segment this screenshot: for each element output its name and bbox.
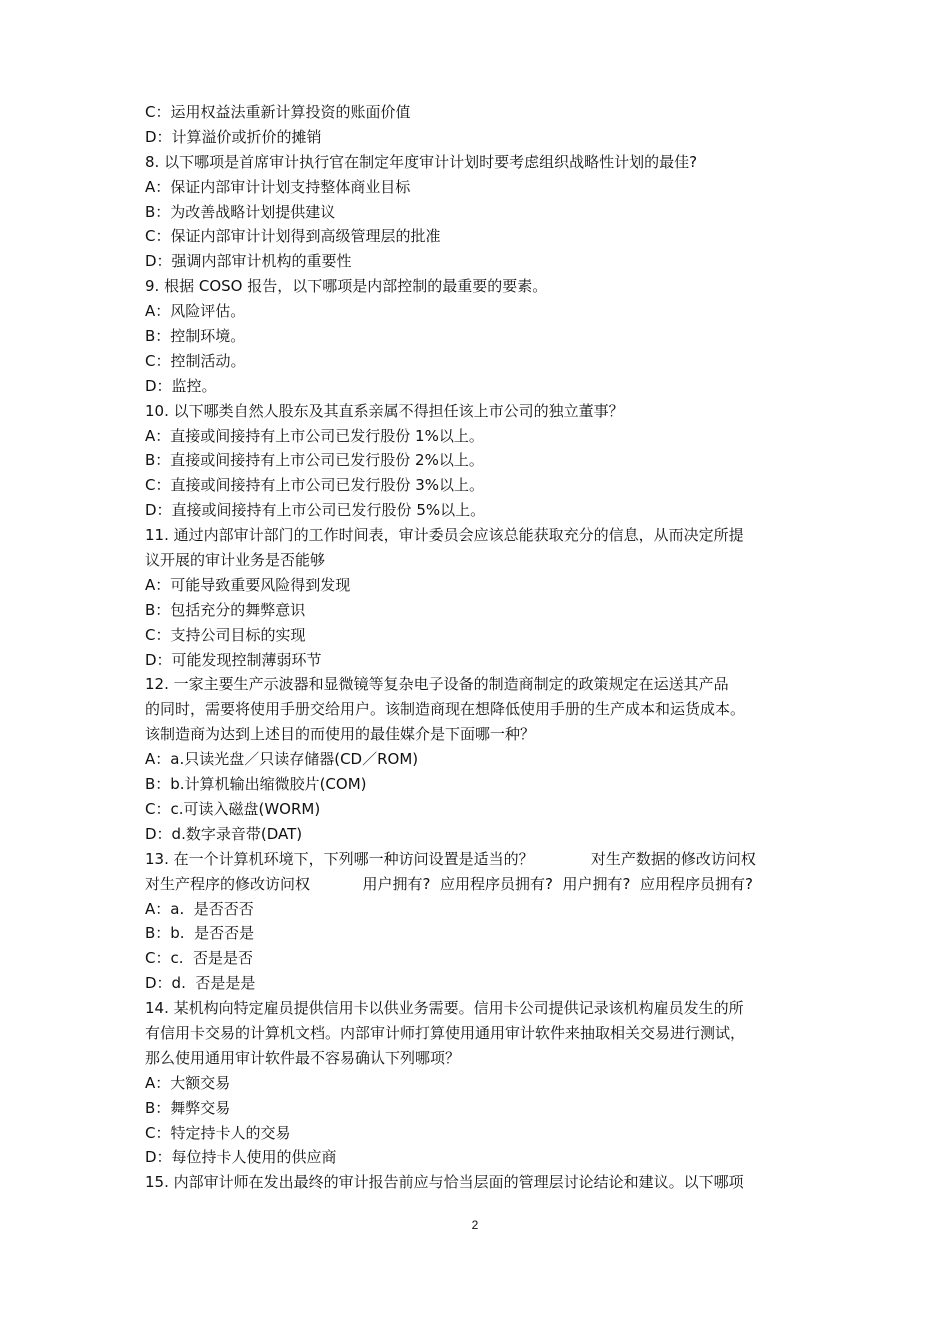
option-b: B：舞弊交易 (145, 1098, 231, 1117)
text-line: C：运用权益法重新计算投资的账面价值 (145, 103, 411, 121)
question-13-continued: 对生产程序的修改访问权 用户拥有? 应用程序员拥有? 用户拥有? 应用程序员拥有? (145, 874, 753, 893)
question-11-continued: 议开展的审计业务是否能够 (145, 551, 326, 570)
option-c: C：支持公司目标的实现 (145, 625, 306, 644)
option-b: B：b.计算机输出缩微胶片(COM) (145, 775, 367, 794)
option-b: B：为改善战略计划提供建议 (145, 202, 336, 221)
option-c: C：c. 否是是否 (145, 949, 254, 968)
option-b: B：直接或间接持有上市公司已发行股份 2%以上。 (145, 451, 484, 470)
question-13: 13. 在一个计算机环境下，下列哪一种访问设置是适当的？ 对生产数据的修改访问权 (145, 849, 756, 868)
option-a: A：a.只读光盘／只读存储器(CD／ROM) (145, 750, 419, 769)
text-line: D：计算溢价或折价的摊销 (145, 127, 322, 146)
option-c: C：c.可读入磁盘(WORM) (145, 799, 321, 818)
option-b: B：b. 是否否是 (145, 924, 255, 943)
option-d: D：可能发现控制薄弱环节 (145, 650, 322, 669)
option-d: D：直接或间接持有上市公司已发行股份 5%以上。 (145, 501, 486, 520)
option-d: D：每位持卡人使用的供应商 (145, 1148, 337, 1167)
document-body (145, 100, 817, 1195)
option-c: C：控制活动。 (145, 351, 246, 370)
question-11: 11. 通过内部审计部门的工作时间表，审计委员会应该总能获取充分的信息，从而决定所提 (145, 526, 744, 545)
question-12-continued: 的同时，需要将使用手册交给用户。该制造商现在想降低使用手册的生产成本和运货成本。 (145, 700, 746, 719)
option-a: A：可能导致重要风险得到发现 (145, 575, 351, 594)
question-14-continued: 有信用卡交易的计算机文档。内部审计师打算使用通用审计软件来抽取相关交易进行测试， (145, 1023, 746, 1042)
question-15: 15. 内部审计师在发出最终的审计报告前应与恰当层面的管理层讨论结论和建议。以下哪项 (145, 1173, 744, 1192)
question-14: 14. 某机构向特定雇员提供信用卡以供业务需要。信用卡公司提供记录该机构雇员发生的所 (145, 999, 744, 1018)
option-d: D：监控。 (145, 376, 217, 395)
option-c: C：特定持卡人的交易 (145, 1123, 291, 1142)
option-c: C：保证内部审计计划得到高级管理层的批准 (145, 227, 441, 246)
option-d: D：强调内部审计机构的重要性 (145, 252, 352, 271)
question-12-continued: 该制造商为达到上述目的而使用的最佳媒介是下面哪一种？ (145, 725, 536, 744)
option-a: A：保证内部审计计划支持整体商业目标 (145, 177, 411, 196)
question-9: 9. 根据 COSO 报告，以下哪项是内部控制的最重要的要素。 (145, 277, 548, 296)
option-a: A：直接或间接持有上市公司已发行股份 1%以上。 (145, 426, 484, 445)
option-b: B：控制环境。 (145, 327, 246, 346)
option-a: A：a. 是否否否 (145, 899, 254, 918)
option-a: A：风险评估。 (145, 302, 246, 321)
question-10: 10. 以下哪类自然人股东及其直系亲属不得担任该上市公司的独立董事？ (145, 401, 624, 420)
question-12: 12. 一家主要生产示波器和显微镜等复杂电子设备的制造商制定的政策规定在运送其产品 (145, 675, 729, 694)
option-b: B：包括充分的舞弊意识 (145, 600, 306, 619)
option-d: D：d. 否是是是 (145, 974, 256, 993)
option-a: A：大额交易 (145, 1073, 231, 1092)
option-d: D：d.数字录音带(DAT) (145, 824, 303, 843)
option-c: C：直接或间接持有上市公司已发行股份 3%以上。 (145, 476, 485, 495)
question-14-continued: 那么使用通用审计软件最不容易确认下列哪项？ (145, 1048, 461, 1067)
question-8: 8. 以下哪项是首席审计执行官在制定年度审计计划时要考虑组织战略性计划的最佳? (145, 152, 698, 171)
page-number: 2 (471, 1218, 479, 1232)
